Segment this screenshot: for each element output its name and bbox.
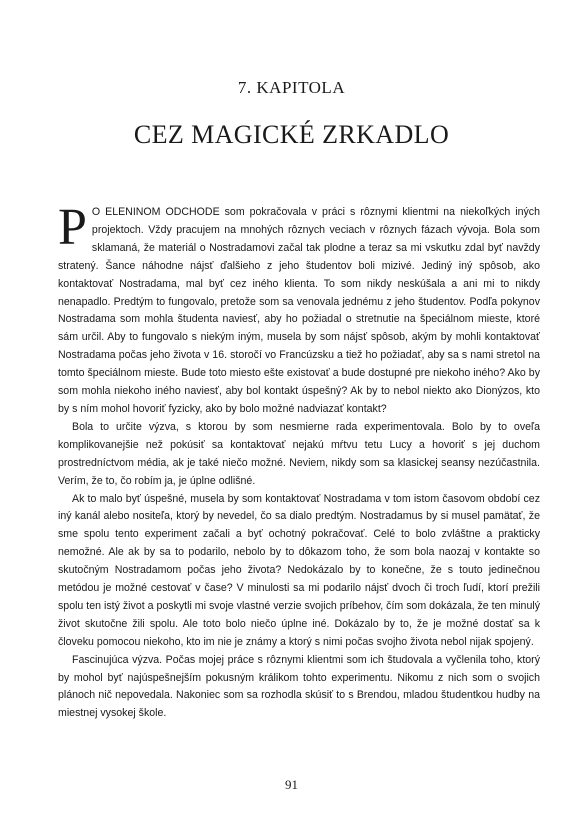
paragraph-1 (58, 199, 540, 419)
paragraph-2: Bola to určite výzva, s ktorou by som nesmierne rada experimentovala. Bolo by to oveľa komplikovanejšie než pokúsiť sa kontaktovať nejakú mŕtvu tetu Lucy a hovoriť s jej duchom prostredníctvom média, ak je také niečo možné. Neviem, nikdy som sa klasickej seansy nezúčastnila. Verím, že to, čo robím ja, je úplne odlišné. (58, 420, 540, 487)
drop-cap: P (58, 199, 87, 256)
paragraph-4: Fascinujúca výzva. Počas mojej práce s rôznymi klientmi som ich študovala a vyčlenila toho, ktorý by mohol byť najúspešnejším pokusným králikom tohto experimentu. Nikomu z nich som o svojich plánoch nič nepovedala. Nakoniec som sa rozhodla skúsiť to s Brendou, mladou študentkou hudby na miestnej vysokej škole. (58, 653, 540, 720)
page-number: 91 (285, 777, 298, 792)
paragraph-1-text: O ELENINOM ODCHODE som pokračovala v práci s rôznymi klientmi na niekoľkých iných projektoch. Vždy pracujem na mnohých rôznych veciach v rôznych fázach vývoja. Bola som sklamaná, že materiál o Nostradamovi začal tak plodne a teraz sa mi vskutku zdal byť navždy stratený. Šance náhodne nájsť ďalšieho z jeho študentov boli mizivé. Jediný iný spôsob, ako kontaktovať Nostradama, mal byť cez iného klienta. To som nikdy neskúšala a ani mi to nikdy nenapadlo. Predtým to fungovalo, pretože som sa venovala jednému z jeho študentov. Podľa pokynov Nostradama som mohla študenta naviesť, aby ho požiadal o stretnutie na špeciálnom mieste, ktoré sám určil. Aby to fungovalo s niekým iným, musela by som nájsť spôsob, akým by mohli kontaktovať Nostradama počas jeho života v 16. storočí vo Francúzsku a tiež ho požiadať, aby sa s nami stretol na tomto špeciálnom mieste. Bude toto miesto ešte existovať a bude dostupné pre niekoho iného? Ako by som mohla niekoho iného naviesť, aby bol kontakt úspešný? Ak by to nebol niekto ako Dionýzos, kto by s ním mohol hovoriť fyzicky, ako by bolo možné nadviazať kontakt? (58, 206, 540, 415)
chapter-label: 7. KAPITOLA (237, 78, 346, 97)
paragraph-3: Ak to malo byť úspešné, musela by som kontaktovať Nostradama v tom istom časovom období cez iný kanál alebo nositeľa, ktorý by nevedel, čo sa dialo predtým. Nostradamus by si musel pamätať, že sme spolu tento experiment začali a byť ochotný pokračovať. Celé to bolo zvláštne a prakticky nemožné. Ale ak by sa to podarilo, nebolo by to dôkazom toho, že som bola naozaj v kontakte so skutočným Nostradamom počas jeho života? Nedokázalo by to konečne, že s touto jedinečnou metódou je možné cestovať v čase? V minulosti sa mi podarilo nájsť dvoch či troch ľudí, ktorí prežili spolu ten istý život a poskytli mi svoje vlastné verzie svojich príbehov, čím som dokázala, že ten minulý život skutočne žili spolu. Ale toto bolo niečo úplne iné. Dokázalo by to, že je možné dostať sa k človeku pomocou niekoho, kto im nie je známy a ktorý s nimi počas svojho života nebol nijak spojený. (58, 492, 540, 648)
chapter-title: CEZ MAGICKÉ ZRKADLO (133, 120, 450, 149)
body-text (58, 199, 540, 723)
